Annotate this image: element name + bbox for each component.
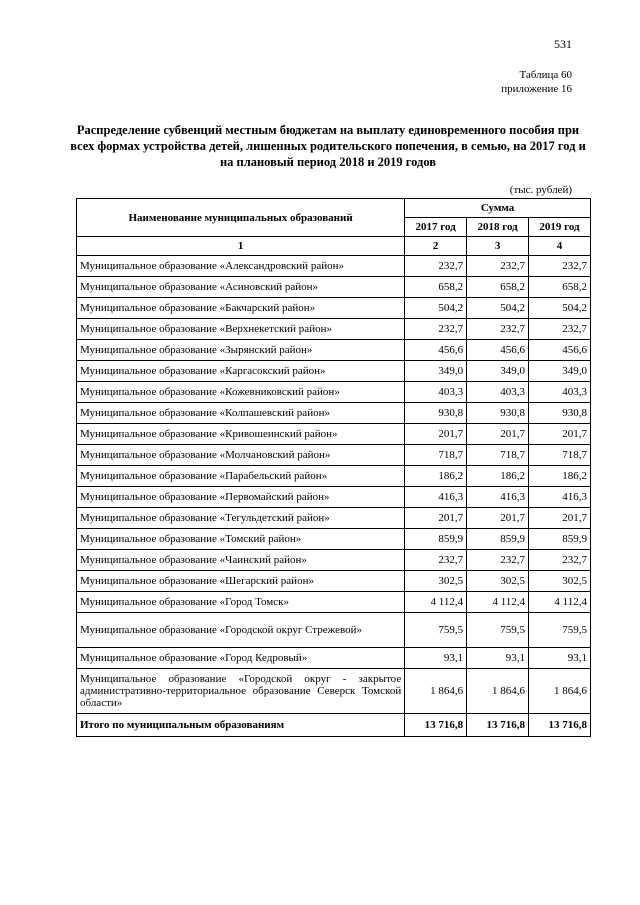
value-2017: 4 112,4 [405, 592, 467, 613]
value-2018: 4 112,4 [467, 592, 529, 613]
subsidy-table [76, 198, 591, 737]
table-reference [501, 68, 572, 96]
value-2019: 302,5 [529, 571, 591, 592]
value-2018: 416,3 [467, 487, 529, 508]
table-row [77, 424, 591, 445]
row-name: Муниципальное образование «Александровский район» [77, 256, 405, 277]
value-2018: 759,5 [467, 613, 529, 648]
appendix-number: приложение 16 [501, 83, 572, 95]
header-year-2018: 2018 год [467, 218, 529, 237]
value-2018: 186,2 [467, 466, 529, 487]
value-2018: 718,7 [467, 445, 529, 466]
value-2017: 759,5 [405, 613, 467, 648]
value-2019: 201,7 [529, 424, 591, 445]
row-name: Муниципальное образование «Городской округ Стрежевой» [77, 613, 405, 648]
total-2018: 13 716,8 [467, 714, 529, 737]
value-2019: 4 112,4 [529, 592, 591, 613]
value-2019: 718,7 [529, 445, 591, 466]
value-2017: 186,2 [405, 466, 467, 487]
page-number: 531 [554, 37, 572, 51]
value-2017: 232,7 [405, 319, 467, 340]
value-2018: 456,6 [467, 340, 529, 361]
row-name: Муниципальное образование «Первомайский район» [77, 487, 405, 508]
value-2017: 302,5 [405, 571, 467, 592]
value-2019: 456,6 [529, 340, 591, 361]
value-2017: 93,1 [405, 648, 467, 669]
total-2019: 13 716,8 [529, 714, 591, 737]
value-2017: 859,9 [405, 529, 467, 550]
column-number: 2 [405, 237, 467, 256]
table-number: Таблица 60 [519, 69, 572, 81]
table-row [77, 550, 591, 571]
units-note: (тыс. рублей) [509, 184, 572, 196]
value-2019: 403,3 [529, 382, 591, 403]
row-name: Муниципальное образование «Чаинский район» [77, 550, 405, 571]
row-name: Муниципальное образование «Зырянский район» [77, 340, 405, 361]
column-number: 3 [467, 237, 529, 256]
value-2019: 349,0 [529, 361, 591, 382]
value-2019: 859,9 [529, 529, 591, 550]
table-row [77, 487, 591, 508]
table-row [77, 382, 591, 403]
table-row [77, 529, 591, 550]
row-name: Муниципальное образование «Колпашевский район» [77, 403, 405, 424]
table-row [77, 571, 591, 592]
table-row [77, 361, 591, 382]
table-row [77, 466, 591, 487]
table-row [77, 277, 591, 298]
header-sum: Сумма [405, 199, 591, 218]
row-name: Муниципальное образование «Кривошеинский район» [77, 424, 405, 445]
value-2019: 759,5 [529, 613, 591, 648]
value-2019: 232,7 [529, 256, 591, 277]
value-2018: 232,7 [467, 319, 529, 340]
value-2017: 1 864,6 [405, 669, 467, 714]
row-name: Муниципальное образование «Шегарский район» [77, 571, 405, 592]
table-row [77, 319, 591, 340]
column-number: 4 [529, 237, 591, 256]
table-row [77, 445, 591, 466]
value-2019: 186,2 [529, 466, 591, 487]
total-row [77, 714, 591, 737]
value-2019: 504,2 [529, 298, 591, 319]
table-row [77, 403, 591, 424]
value-2017: 201,7 [405, 508, 467, 529]
row-name: Муниципальное образование «Кожевниковский район» [77, 382, 405, 403]
row-name: Муниципальное образование «Асиновский район» [77, 277, 405, 298]
table-row [77, 340, 591, 361]
row-name: Муниципальное образование «Город Томск» [77, 592, 405, 613]
table-row [77, 256, 591, 277]
value-2017: 349,0 [405, 361, 467, 382]
total-2017: 13 716,8 [405, 714, 467, 737]
value-2017: 232,7 [405, 256, 467, 277]
table-row [77, 592, 591, 613]
value-2019: 416,3 [529, 487, 591, 508]
value-2017: 403,3 [405, 382, 467, 403]
header-year-2017: 2017 год [405, 218, 467, 237]
document-title: Распределение субвенций местным бюджетам на выплату единовременного пособия при всех формах устройства детей, лишенных родительского попечения, в семью, на 2017 год и на плановый период 2018 и 2019 годов [70, 123, 586, 169]
row-name: Муниципальное образование «Городской округ - закрытое административно-территориальное образование Северск Томской области» [77, 669, 405, 714]
value-2019: 232,7 [529, 550, 591, 571]
value-2017: 232,7 [405, 550, 467, 571]
column-number: 1 [77, 237, 405, 256]
value-2019: 232,7 [529, 319, 591, 340]
row-name: Муниципальное образование «Томский район» [77, 529, 405, 550]
row-name: Муниципальное образование «Город Кедровый» [77, 648, 405, 669]
row-name: Муниципальное образование «Верхнекетский район» [77, 319, 405, 340]
value-2017: 456,6 [405, 340, 467, 361]
value-2018: 403,3 [467, 382, 529, 403]
value-2017: 416,3 [405, 487, 467, 508]
value-2017: 718,7 [405, 445, 467, 466]
value-2018: 93,1 [467, 648, 529, 669]
value-2018: 930,8 [467, 403, 529, 424]
value-2018: 504,2 [467, 298, 529, 319]
value-2017: 201,7 [405, 424, 467, 445]
value-2018: 302,5 [467, 571, 529, 592]
total-label: Итого по муниципальным образованиям [77, 714, 405, 737]
row-name: Муниципальное образование «Бакчарский район» [77, 298, 405, 319]
value-2018: 859,9 [467, 529, 529, 550]
value-2019: 201,7 [529, 508, 591, 529]
value-2018: 1 864,6 [467, 669, 529, 714]
value-2018: 232,7 [467, 256, 529, 277]
value-2018: 201,7 [467, 424, 529, 445]
row-name: Муниципальное образование «Тегульдетский район» [77, 508, 405, 529]
table-row [77, 508, 591, 529]
header-name: Наименование муниципальных образований [77, 199, 405, 237]
table-row [77, 613, 591, 648]
value-2018: 658,2 [467, 277, 529, 298]
value-2018: 201,7 [467, 508, 529, 529]
value-2019: 93,1 [529, 648, 591, 669]
table-row [77, 648, 591, 669]
value-2019: 1 864,6 [529, 669, 591, 714]
table-row [77, 298, 591, 319]
row-name: Муниципальное образование «Каргасокский район» [77, 361, 405, 382]
row-name: Муниципальное образование «Парабельский район» [77, 466, 405, 487]
value-2018: 349,0 [467, 361, 529, 382]
value-2017: 504,2 [405, 298, 467, 319]
value-2019: 930,8 [529, 403, 591, 424]
header-year-2019: 2019 год [529, 218, 591, 237]
value-2019: 658,2 [529, 277, 591, 298]
value-2018: 232,7 [467, 550, 529, 571]
table-row [77, 669, 591, 714]
row-name: Муниципальное образование «Молчановский район» [77, 445, 405, 466]
value-2017: 930,8 [405, 403, 467, 424]
value-2017: 658,2 [405, 277, 467, 298]
